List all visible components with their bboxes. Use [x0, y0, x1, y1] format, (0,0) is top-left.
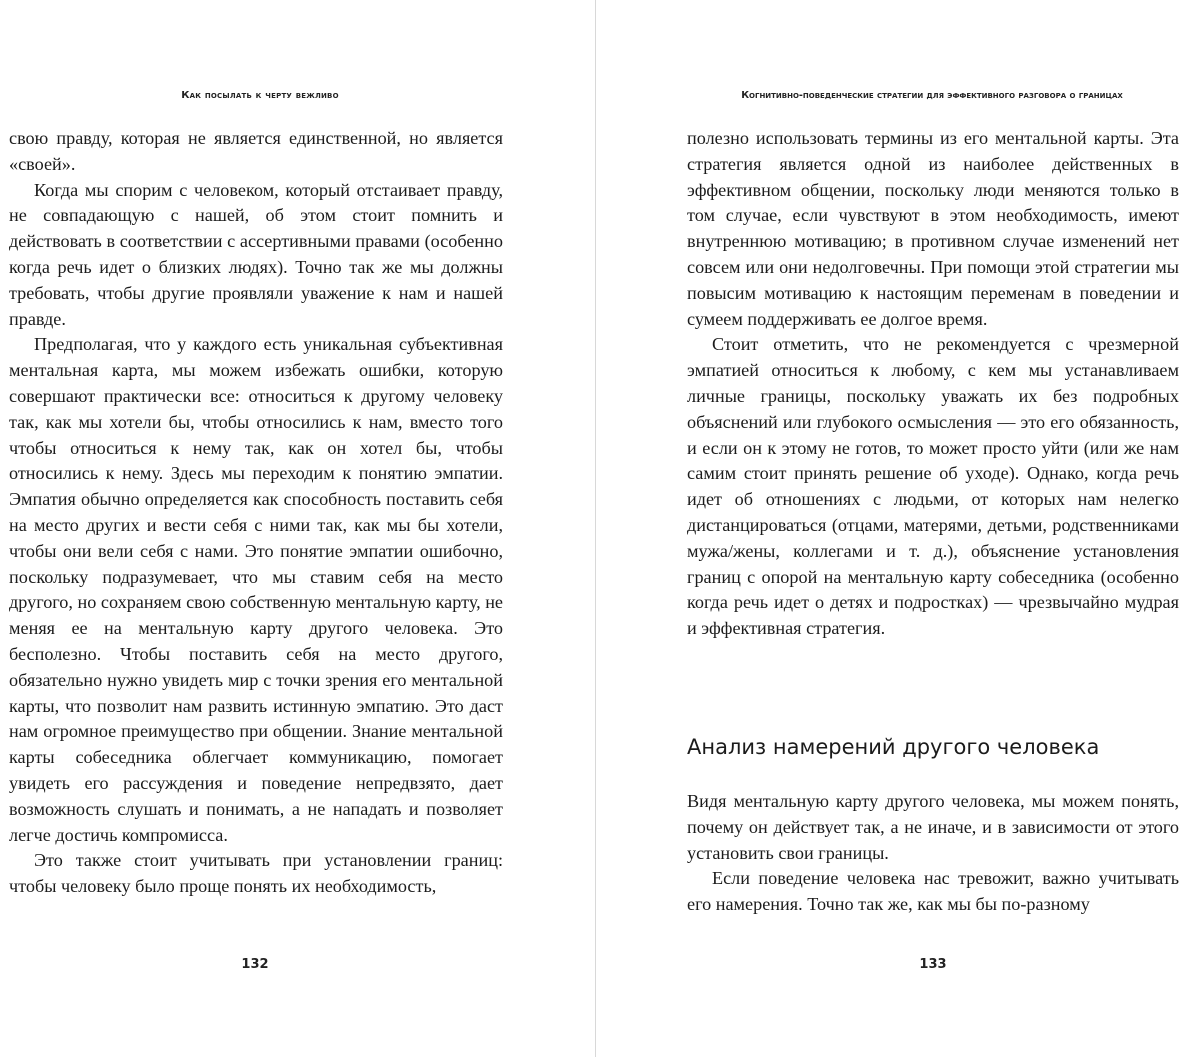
right-page: [597, 0, 1194, 1057]
book-gutter: [595, 0, 596, 1057]
left-page: [0, 0, 596, 1057]
paragraph: свою правду, которая не является единственной, но является «своей».: [9, 128, 503, 174]
paragraph: полезно использовать термины из его ментальной карты. Эта стратегия является одной из наиболее действенных в эффективном общении, поскольку люди меняются только в том случае, если чувствуют в этом необходимость, имеют внутреннюю мотивацию; в противном случае изменений нет совсем или они недолговечны. При помощи этой стратегии мы повысим мотивацию к настоящим переменам в поведении и сумеем поддерживать ее долгое время.: [687, 128, 1179, 329]
paragraph: Когда мы спорим с человеком, который отстаивает правду, не совпадающую с нашей, об этом стоит помнить и действовать в соответствии с ассертивными правами (особенно когда речь идет о близких людях). Точно так же мы должны требовать, чтобы другие проявляли уважение к нам и нашей правде.: [9, 179, 503, 329]
section-heading: Анализ намерений другого человека: [687, 735, 1100, 759]
page-number-left: 132: [241, 957, 269, 972]
page-number-right: 133: [919, 957, 947, 972]
paragraph: Это также стоит учитывать при установлении границ: чтобы человеку было проще понять их необходимость,: [9, 850, 503, 897]
right-page-body: [687, 126, 1179, 642]
running-head-right: Когнитивно-поведенческие стратегии для эффективного разговора о границах: [741, 90, 1123, 101]
left-page-body: [9, 126, 503, 900]
paragraph: Стоит отметить, что не рекомендуется с чрезмерной эмпатией относиться к любому, с кем мы устанавливаем личные границы, поскольку уважать их без подробных объяснений или глубокого осмысления — это его обязанность, и если он к этому не готов, то может просто уйти (или же нам самим стоит принять решение об уходе). Однако, когда речь идет об отношениях с людьми, от которых нам нелегко дистанцироваться (отцами, матерями, детьми, родственниками мужа/жены, коллегами и т. д.), объяснение установления границ с опорой на ментальную карту собеседника (особенно когда речь идет о детях и подростках) — чрезвычайно мудрая и эффективная стратегия.: [687, 334, 1179, 639]
paragraph: Если поведение человека нас тревожит, важно учитывать его намерения. Точно так же, как мы бы по-разному: [687, 868, 1179, 915]
running-head-left: Как посылать к черту вежливо: [181, 90, 339, 101]
paragraph: Видя ментальную карту другого человека, мы можем понять, почему он действует так, а не иначе, и в зависимости от этого установить свои границы.: [687, 791, 1179, 863]
paragraph: Предполагая, что у каждого есть уникальная субъективная ментальная карта, мы можем избежать ошибки, которую совершают практически все: относиться к другому человеку так, как мы хотели бы, чтобы относились к нам, вместо того чтобы относиться к нему так, как он хотел бы, чтобы относились к нему. Здесь мы переходим к понятию эмпатии. Эмпатия обычно определяется как способность поставить себя на место других и вести себя с ними так, как мы бы хотели, чтобы они вели себя с нами. Это понятие эмпатии ошибочно, поскольку подразумевает, что мы ставим себя на место другого, но сохраняем свою собственную ментальную карту, не меняя ее на ментальную карту другого человека. Это бесполезно. Чтобы поставить себя на место другого, обязательно нужно увидеть мир с точки зрения его ментальной карты, что позволит нам развить истинную эмпатию. Это даст нам огромное преимущество при общении. Знание ментальной карты собеседника облегчает коммуникацию, помогает увидеть его рассуждения и поведение непредвзято, дает возможность слушать и понимать, а не нападать и позволяет легче достичь компромисса.: [9, 334, 503, 845]
section-body: [687, 789, 1179, 918]
